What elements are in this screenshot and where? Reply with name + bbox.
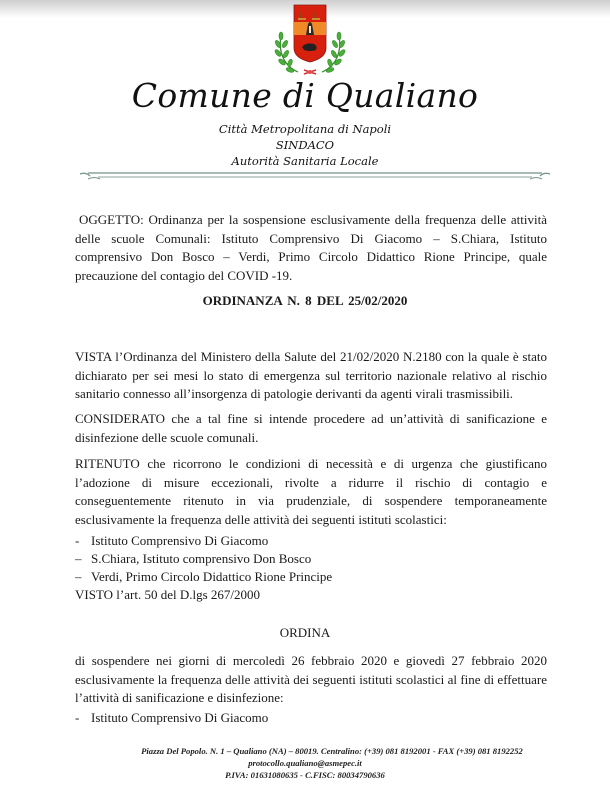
school-name: Istituto Comprensivo Di Giacomo [91, 710, 269, 725]
list-item [75, 568, 547, 586]
metropolitan-city: Città Metropolitana di Napoli [218, 122, 392, 136]
considerato-paragraph: CONSIDERATO che a tal fine si intende procedere ad un’attività di sanificazione e disinfezione delle scuole comunali. [75, 411, 547, 445]
school-name: Verdi, Primo Circolo Didattico Rione Principe [91, 569, 333, 584]
list-dash: - [75, 533, 80, 548]
municipality-title: Comune di Qualiano [131, 76, 479, 115]
list-item [75, 709, 547, 727]
vista-paragraph: VISTA l’Ordinanza del Ministero della Salute del 21/02/2020 N.2180 con la quale è stato dichiarato per sei mesi lo stato di emergenza sul territorio nazionale relativo al rischio sanitario connesso all’insorgenza di patologie derivanti da agenti virali trasmissibili. [75, 349, 547, 401]
schools-list-2 [75, 709, 547, 727]
list-item [75, 550, 547, 568]
mayor-label: SINDACO [275, 138, 335, 152]
school-name: Istituto Comprensivo Di Giacomo [91, 533, 269, 548]
ritenuto-paragraph: RITENUTO che ricorrono le condizioni di necessità e di urgenza che giustificano l’adozione di misure eccezionali, rivolte a ridurre il rischio di contagio e conseguentemente ritenuto in via prudenziale, di sospendere temporaneamente esclusivamente la frequenza delle attività dei seguenti istituti scolastici: [75, 456, 547, 527]
ordina-heading: ORDINA [279, 625, 331, 640]
coat-of-arms-icon [270, 0, 350, 78]
footer-address: Piazza Del Popolo. N. 1 – Qualiano (NA) – 80019. Centralino: (+39) 081 8192001 - FAX (+39) 081 8192252 [141, 746, 523, 756]
header-divider [80, 170, 550, 182]
visto-paragraph: VISTO l’art. 50 del D.lgs 267/2000 [75, 587, 260, 602]
list-item [75, 532, 547, 550]
ordinance-title: ORDINANZA N. 8 DEL 25/02/2020 [202, 293, 408, 308]
school-name: S.Chiara, Istituto comprensivo Don Bosco [91, 551, 312, 566]
footer-tax-ids: P.IVA: 01631080635 - C.FISC: 80034790636 [225, 770, 385, 780]
schools-list [75, 532, 547, 586]
subject-paragraph: OGGETTO: Ordinanza per la sospensione esclusivamente della frequenza delle attività delle scuole Comunali: Istituto Comprensivo Di Giacomo – S.Chiara, Istituto comprensivo Don Bosco – Verdi, Primo Circolo Didattico Rione Principe, quale precauzione del contagio del COVID -19. [75, 212, 547, 283]
list-dash: – [75, 569, 82, 584]
list-dash: - [75, 710, 80, 725]
list-dash: – [75, 551, 82, 566]
health-authority-label: Autorità Sanitaria Locale [231, 154, 379, 168]
footer-email: protocollo.qualiano@asmepec.it [248, 758, 362, 768]
dispositive-paragraph: di sospendere nei giorni di mercoledì 26 febbraio 2020 e giovedì 27 febbraio 2020 esclusivamente la frequenza delle attività dei seguenti istituti scolastici al fine di effettuare l’attività di sanificazione e disinfezione: [75, 653, 547, 705]
